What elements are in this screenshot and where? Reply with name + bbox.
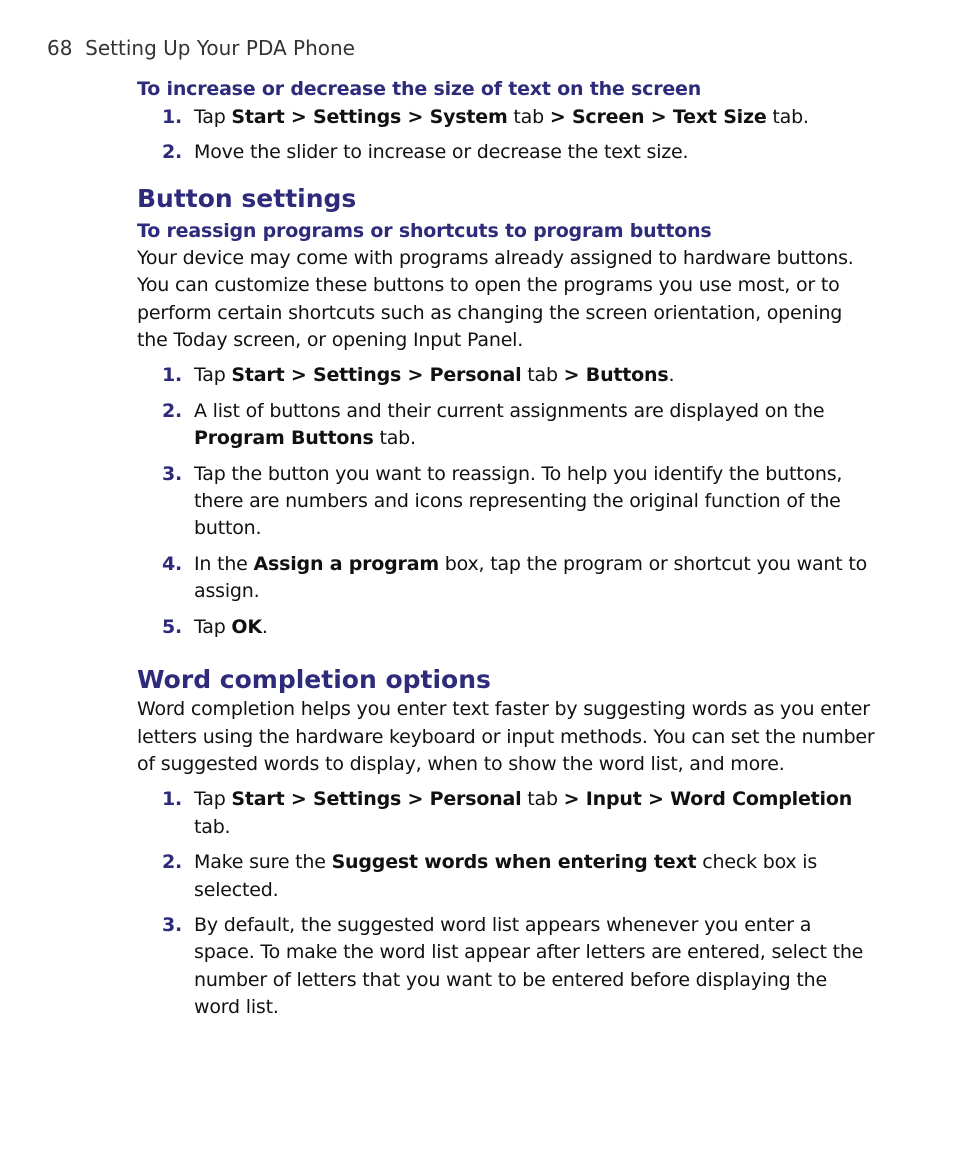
page-content (137, 76, 877, 1022)
step-emphasis: Assign a program (253, 552, 439, 575)
step-text: tab. (194, 815, 231, 838)
step-emphasis: Start > Settings > Personal (231, 364, 522, 387)
step-emphasis: Suggest words when entering text (331, 851, 697, 874)
step-text: Tap (194, 615, 232, 638)
step-item (137, 912, 877, 1022)
task-title-text-size: To increase or decrease the size of text on the screen (137, 78, 702, 100)
step-number: 2. (162, 141, 183, 164)
step-text: tab (521, 788, 564, 811)
button-settings-section (137, 183, 877, 641)
step-text: tab. (373, 427, 416, 450)
step-text: Move the slider to increase or decrease the text size. (194, 141, 689, 164)
step-text: A list of buttons and their current assignments are displayed on the (194, 399, 825, 422)
step-number: 3. (162, 913, 183, 936)
step-text: check box is selected. (194, 851, 818, 901)
step-text: tab (507, 106, 550, 128)
step-number: 1. (162, 106, 183, 128)
intro-button-settings: Your device may come with programs already assigned to hardware buttons. You can customize these buttons to open the programs you use most, or to perform certain shortcuts such as changing the screen orientation, opening the Today screen, or opening Input Panel. (137, 246, 854, 352)
step-emphasis: > Input > Word Completion (563, 788, 853, 811)
step-item (137, 614, 877, 641)
running-title: Setting Up Your PDA Phone (85, 36, 355, 60)
step-emphasis: OK (231, 615, 262, 638)
step-item (137, 551, 877, 606)
task-title-reassign-buttons: To reassign programs or shortcuts to program buttons (137, 219, 712, 242)
step-number: 3. (162, 462, 183, 485)
step-item (137, 461, 877, 543)
word-completion-section (137, 664, 877, 1021)
step-number: 2. (162, 399, 183, 422)
step-text: By default, the suggested word list appears whenever you enter a space. To make the word list appear after letters are entered, select the number of letters that you want to be entered before displaying the word list. (194, 913, 864, 1019)
step-item (137, 104, 877, 131)
step-item (137, 786, 877, 841)
step-number: 2. (162, 851, 183, 874)
step-emphasis: > Screen > Text Size (549, 106, 767, 128)
step-number: 1. (162, 788, 183, 811)
step-text: box, tap the program or shortcut you want to assign. (194, 552, 867, 603)
section-heading-word-completion: Word completion options (137, 665, 491, 695)
step-text: . (261, 615, 268, 638)
step-number: 5. (162, 615, 183, 638)
step-emphasis: Start > Settings > System (231, 106, 508, 128)
steps-text-size (137, 104, 877, 167)
step-item (137, 849, 877, 904)
step-emphasis: Start > Settings > Personal (231, 788, 522, 811)
step-text: Make sure the (194, 851, 332, 874)
step-text: . (668, 364, 675, 387)
step-text: Tap (194, 106, 232, 128)
steps-word-completion (137, 786, 877, 1021)
step-text: tab. (766, 106, 809, 128)
step-item (137, 398, 877, 453)
intro-word-completion: Word completion helps you enter text faster by suggesting words as you enter letters using the hardware keyboard or input methods. You can set the number of suggested words to display, when to show the word list, and more. (137, 698, 875, 775)
step-text: Tap the button you want to reassign. To help you identify the buttons, there are numbers and icons representing the original function of the button. (194, 462, 843, 540)
step-text: Tap (194, 364, 232, 387)
step-text: Tap (194, 788, 232, 811)
running-header (47, 36, 355, 60)
step-number: 1. (162, 364, 183, 387)
section-heading-button-settings: Button settings (137, 183, 357, 213)
step-text: In the (194, 552, 254, 575)
step-emphasis: Program Buttons (194, 427, 374, 450)
step-text: tab (521, 364, 564, 387)
step-number: 4. (162, 552, 183, 575)
step-emphasis: > Buttons (563, 364, 669, 387)
page-number: 68 (47, 36, 73, 60)
step-item (137, 139, 877, 166)
text-size-task (137, 76, 877, 167)
steps-button-settings (137, 362, 877, 641)
step-item (137, 362, 877, 389)
